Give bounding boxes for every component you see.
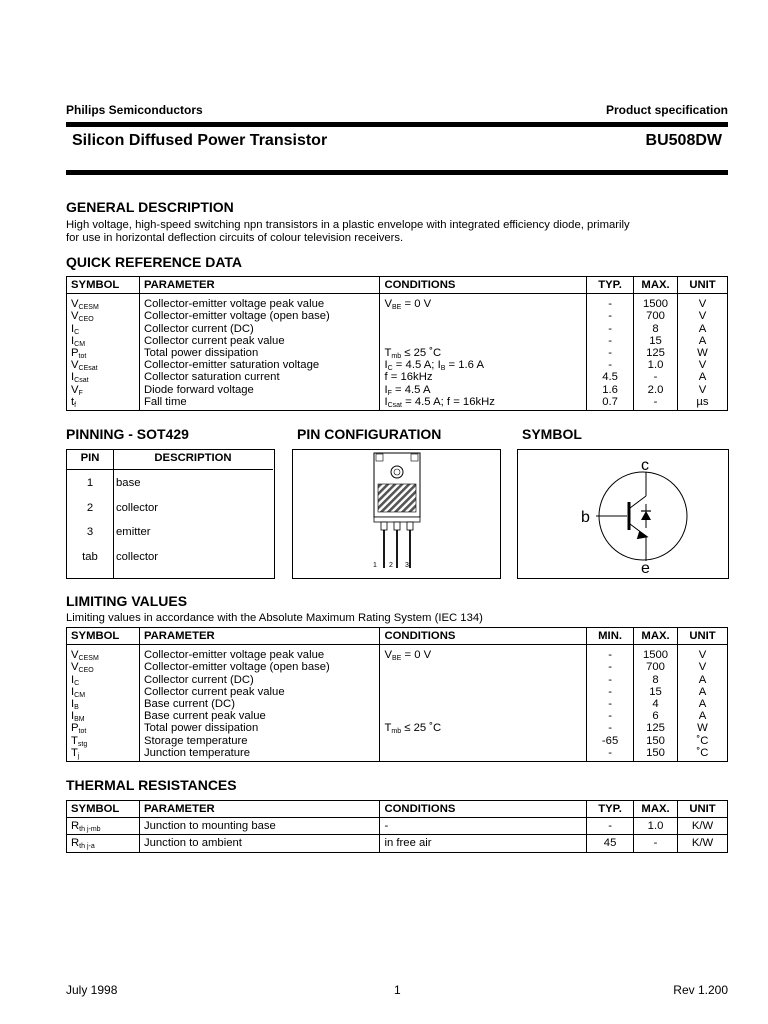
- unit-cell: A: [678, 710, 728, 722]
- pin-number: tab: [82, 550, 98, 563]
- min-cell: -: [587, 674, 634, 686]
- parameter-cell: Base current peak value: [139, 710, 380, 722]
- table-row: [67, 747, 728, 762]
- condition-text: T: [384, 347, 392, 360]
- symbol-cell: [67, 674, 140, 686]
- parameter-cell: Junction to mounting base: [139, 818, 380, 835]
- max-cell: 1500: [634, 294, 678, 311]
- unit-cell: V: [678, 359, 728, 371]
- symbol-cell: [67, 835, 140, 852]
- conditions-cell: [380, 686, 587, 698]
- column-header: SYMBOL: [67, 628, 140, 645]
- conditions-cell: [380, 674, 587, 686]
- column-header: TYP.: [587, 277, 634, 294]
- pin-column-header: PIN: [80, 452, 100, 464]
- unit-cell: A: [678, 335, 728, 347]
- row-symbol: V: [71, 661, 79, 674]
- table-row: [67, 310, 728, 322]
- max-cell: 8: [634, 323, 678, 335]
- column-header: CONDITIONS: [380, 628, 587, 645]
- parameter-cell: Collector-emitter voltage (open base): [139, 310, 380, 322]
- footer-date: July 1998: [66, 983, 118, 997]
- limiting-values-heading: LIMITING VALUES: [66, 593, 188, 609]
- row-subscript: C: [74, 679, 80, 687]
- header-rule-top: [66, 122, 728, 127]
- diode-arrow: [641, 511, 651, 520]
- pinning-header-rule: [67, 469, 273, 470]
- row-symbol: V: [71, 298, 79, 311]
- max-cell: 700: [634, 661, 678, 673]
- unit-cell: V: [678, 661, 728, 673]
- table-row: [67, 661, 728, 673]
- symbol-cell: [67, 323, 140, 335]
- condition-subscript: Csat: [387, 401, 403, 409]
- unit-cell: A: [678, 686, 728, 698]
- unit-cell: V: [678, 645, 728, 662]
- mounting-hole: [391, 466, 403, 478]
- company-name: Philips Semiconductors: [66, 103, 203, 117]
- table-row: [67, 674, 728, 686]
- pin-label-3: 3: [405, 562, 409, 569]
- footer-page-number: 1: [394, 983, 401, 997]
- table-row: [67, 359, 728, 371]
- conditions-cell: [380, 747, 587, 762]
- parameter-cell: Junction to ambient: [139, 835, 380, 852]
- max-cell: 6: [634, 710, 678, 722]
- max-cell: 2.0: [634, 384, 678, 396]
- symbol-cell: [67, 384, 140, 396]
- parameter-cell: Collector current peak value: [139, 686, 380, 698]
- column-header: TYP.: [587, 801, 634, 818]
- general-description-heading: GENERAL DESCRIPTION: [66, 199, 234, 215]
- row-symbol: I: [71, 322, 75, 335]
- row-subscript: CEsat: [78, 365, 98, 373]
- quick-reference-table-wrap: [66, 276, 728, 411]
- symbol-cell: [67, 396, 140, 411]
- column-header: UNIT: [678, 801, 728, 818]
- condition-text: = 4.5 A: [391, 383, 431, 396]
- header-rule-bottom: [66, 170, 728, 175]
- symbol-cell: [67, 335, 140, 347]
- condition-subscript: F: [387, 389, 392, 397]
- symbol-cell: [67, 686, 140, 698]
- pin-description: emitter: [116, 526, 151, 538]
- min-cell: -65: [587, 735, 634, 747]
- condition-text: V: [384, 649, 393, 662]
- max-cell: 1.0: [634, 359, 678, 371]
- symbol-cell: [67, 661, 140, 673]
- symbol-cell: [67, 359, 140, 371]
- conditions-cell: [380, 645, 587, 662]
- row-subscript: CESM: [78, 655, 99, 663]
- pin-configuration-heading: PIN CONFIGURATION: [297, 426, 442, 442]
- column-header: PARAMETER: [139, 277, 380, 294]
- row-subscript: th j-mb: [79, 826, 101, 834]
- base-label: b: [581, 509, 590, 526]
- typ-cell: -: [587, 310, 634, 322]
- row-symbol: V: [71, 649, 79, 662]
- max-cell: 1.0: [634, 818, 678, 835]
- condition-text: = 0 V: [401, 298, 432, 311]
- typ-cell: -: [587, 323, 634, 335]
- table-row: [67, 686, 728, 698]
- min-cell: -: [587, 661, 634, 673]
- pin-configuration-box: [292, 449, 501, 579]
- table-row: [67, 396, 728, 411]
- condition-subscript: B: [440, 365, 446, 373]
- row-symbol: P: [71, 347, 79, 360]
- typ-cell: -: [587, 294, 634, 311]
- row-symbol: I: [71, 334, 75, 347]
- condition-text: ≤ 25 ˚C: [401, 722, 442, 735]
- pin-number: 2: [86, 501, 94, 514]
- table-row: [67, 335, 728, 347]
- parameter-cell: Collector current (DC): [139, 323, 380, 335]
- symbol-heading: SYMBOL: [522, 426, 582, 442]
- pinning-heading: PINNING - SOT429: [66, 426, 189, 442]
- max-cell: 15: [634, 335, 678, 347]
- pin-description: collector: [116, 501, 159, 514]
- row-subscript: C: [74, 328, 80, 336]
- thermal-table-wrap: [66, 800, 728, 853]
- condition-subscript: C: [387, 365, 393, 373]
- row-symbol: V: [71, 383, 79, 396]
- limiting-table-wrap: [66, 627, 728, 762]
- min-cell: -: [587, 747, 634, 762]
- conditions-cell: [380, 698, 587, 710]
- table-row: [67, 722, 728, 734]
- quick-reference-table: [66, 276, 728, 411]
- row-symbol: V: [71, 359, 79, 372]
- condition-text: I: [384, 395, 388, 408]
- table-row: [67, 698, 728, 710]
- symbol-cell: [67, 818, 140, 835]
- symbol-cell: [67, 698, 140, 710]
- emitter-label: e: [641, 560, 650, 577]
- row-symbol: I: [71, 685, 75, 698]
- unit-cell: V: [678, 310, 728, 322]
- parameter-cell: Storage temperature: [139, 735, 380, 747]
- parameter-cell: Total power dissipation: [139, 722, 380, 734]
- pin-description: base: [116, 477, 141, 489]
- conditions-cell: [380, 335, 587, 347]
- row-symbol: P: [71, 722, 79, 735]
- parameter-cell: Collector saturation current: [139, 371, 380, 383]
- max-cell: -: [634, 835, 678, 852]
- min-cell: -: [587, 722, 634, 734]
- row-subscript: BM: [74, 716, 85, 724]
- table-row: [67, 645, 728, 662]
- row-symbol: I: [71, 371, 75, 384]
- symbol-box: [517, 449, 729, 579]
- unit-cell: A: [678, 323, 728, 335]
- row-symbol: t: [71, 395, 75, 408]
- row-symbol: V: [71, 310, 79, 323]
- typ-cell: -: [587, 818, 634, 835]
- condition-text: I: [384, 383, 388, 396]
- column-header: UNIT: [678, 628, 728, 645]
- table-row: [67, 735, 728, 747]
- unit-cell: A: [678, 698, 728, 710]
- typ-cell: 4.5: [587, 371, 634, 383]
- description-column-header: DESCRIPTION: [154, 452, 232, 464]
- condition-text: = 1.6 A: [445, 359, 485, 372]
- typ-cell: 0.7: [587, 396, 634, 411]
- max-cell: 1500: [634, 645, 678, 662]
- row-symbol: T: [71, 746, 78, 759]
- symbol-cell: [67, 347, 140, 359]
- row-subscript: j: [77, 752, 80, 760]
- limiting-values-subtitle: Limiting values in accordance with the Absolute Maximum Rating System (IEC 134): [66, 612, 483, 624]
- collector-label: c: [641, 457, 649, 474]
- condition-subscript: mb: [391, 353, 402, 361]
- row-subscript: B: [74, 704, 79, 712]
- symbol-cell: [67, 710, 140, 722]
- parameter-cell: Junction temperature: [139, 747, 380, 762]
- typ-cell: -: [587, 335, 634, 347]
- pinning-column-divider: [113, 450, 114, 578]
- unit-cell: ˚C: [678, 735, 728, 747]
- max-cell: 150: [634, 735, 678, 747]
- unit-cell: µs: [678, 396, 728, 411]
- symbol-cell: [67, 747, 140, 762]
- quick-reference-heading: QUICK REFERENCE DATA: [66, 254, 243, 270]
- row-symbol: I: [71, 673, 75, 686]
- max-cell: -: [634, 371, 678, 383]
- condition-text: ≤ 25 ˚C: [401, 347, 442, 360]
- column-header: PARAMETER: [139, 628, 380, 645]
- unit-cell: W: [678, 722, 728, 734]
- unit-cell: K/W: [678, 818, 728, 835]
- row-symbol: R: [71, 820, 80, 833]
- document-type: Product specification: [605, 103, 728, 117]
- hatched-area: [378, 484, 416, 512]
- thermal-resistances-heading: THERMAL RESISTANCES: [66, 777, 237, 793]
- conditions-cell: [380, 661, 587, 673]
- row-subscript: stg: [77, 740, 88, 748]
- column-header: SYMBOL: [67, 277, 140, 294]
- conditions-cell: [380, 735, 587, 747]
- pin-label-2: 2: [389, 562, 393, 569]
- min-cell: -: [587, 698, 634, 710]
- conditions-cell: [380, 371, 587, 383]
- condition-text: V: [384, 298, 393, 311]
- column-header: PARAMETER: [139, 801, 380, 818]
- parameter-cell: Total power dissipation: [139, 347, 380, 359]
- conditions-cell: [380, 347, 587, 359]
- row-subscript: CM: [74, 691, 86, 699]
- column-header: CONDITIONS: [380, 277, 587, 294]
- part-number: BU508DW: [645, 132, 722, 149]
- unit-cell: V: [678, 384, 728, 396]
- condition-subscript: mb: [391, 728, 402, 736]
- row-subscript: th j-a: [79, 843, 95, 851]
- table-row: [67, 818, 728, 835]
- limiting-values-table: [66, 627, 728, 762]
- document-title: Silicon Diffused Power Transistor: [72, 132, 328, 149]
- max-cell: 125: [634, 347, 678, 359]
- max-cell: 4: [634, 698, 678, 710]
- row-subscript: tot: [78, 353, 87, 361]
- condition-text: f = 16kHz: [384, 371, 433, 384]
- table-row: [67, 371, 728, 383]
- unit-cell: W: [678, 347, 728, 359]
- conditions-cell: [380, 722, 587, 734]
- max-cell: 150: [634, 747, 678, 762]
- column-header: MAX.: [634, 628, 678, 645]
- parameter-cell: Collector-emitter voltage peak value: [139, 294, 380, 311]
- footer-revision: Rev 1.200: [673, 983, 728, 997]
- unit-cell: A: [678, 674, 728, 686]
- max-cell: -: [634, 396, 678, 411]
- table-row: [67, 294, 728, 311]
- thermal-resistances-table: [66, 800, 728, 853]
- parameter-cell: Fall time: [139, 396, 380, 411]
- min-cell: -: [587, 710, 634, 722]
- typ-cell: -: [587, 347, 634, 359]
- column-header: CONDITIONS: [380, 801, 587, 818]
- pin-label-1: 1: [373, 562, 377, 569]
- conditions-cell: [380, 359, 587, 371]
- parameter-cell: Collector-emitter voltage (open base): [139, 661, 380, 673]
- table-row: [67, 835, 728, 852]
- condition-text: = 0 V: [401, 649, 432, 662]
- typ-cell: -: [587, 359, 634, 371]
- condition-subscript: BE: [392, 655, 402, 663]
- conditions-cell: [380, 294, 587, 311]
- row-subscript: f: [74, 401, 77, 409]
- unit-cell: ˚C: [678, 747, 728, 762]
- condition-subscript: BE: [392, 304, 402, 312]
- condition-text: T: [384, 722, 392, 735]
- condition-text: = 4.5 A; I: [392, 359, 441, 372]
- row-symbol: I: [71, 698, 75, 711]
- symbol-cell: [67, 310, 140, 322]
- row-symbol: I: [71, 710, 75, 723]
- unit-cell: K/W: [678, 835, 728, 852]
- symbol-cell: [67, 722, 140, 734]
- max-cell: 125: [634, 722, 678, 734]
- row-subscript: tot: [78, 728, 87, 736]
- column-header: SYMBOL: [67, 801, 140, 818]
- pin-number: 3: [86, 526, 94, 538]
- column-header: MAX.: [634, 277, 678, 294]
- row-subscript: CM: [74, 340, 86, 348]
- table-row: [67, 347, 728, 359]
- pin-number: 1: [86, 477, 94, 489]
- row-symbol: T: [71, 734, 78, 747]
- parameter-cell: Collector current peak value: [139, 335, 380, 347]
- unit-cell: V: [678, 294, 728, 311]
- conditions-cell: [380, 396, 587, 411]
- conditions-cell: [380, 323, 587, 335]
- unit-cell: A: [678, 371, 728, 383]
- conditions-cell: -: [380, 818, 587, 835]
- typ-cell: 1.6: [587, 384, 634, 396]
- symbol-cell: [67, 371, 140, 383]
- max-cell: 15: [634, 686, 678, 698]
- row-subscript: CEO: [78, 667, 94, 675]
- table-row: [67, 384, 728, 396]
- row-symbol: R: [71, 837, 80, 850]
- column-header: MIN.: [587, 628, 634, 645]
- max-cell: 8: [634, 674, 678, 686]
- row-subscript: Csat: [74, 377, 89, 385]
- row-subscript: CEO: [78, 316, 94, 324]
- min-cell: -: [587, 645, 634, 662]
- parameter-cell: Collector current (DC): [139, 674, 380, 686]
- column-header: MAX.: [634, 801, 678, 818]
- typ-cell: 45: [587, 835, 634, 852]
- max-cell: 700: [634, 310, 678, 322]
- symbol-cell: [67, 735, 140, 747]
- condition-text: = 4.5 A; f = 16kHz: [402, 395, 495, 408]
- conditions-cell: in free air: [380, 835, 587, 852]
- pinning-table-box: [66, 449, 275, 579]
- parameter-cell: Base current (DC): [139, 698, 380, 710]
- table-row: [67, 710, 728, 722]
- parameter-cell: Diode forward voltage: [139, 384, 380, 396]
- row-subscript: CESM: [78, 304, 99, 312]
- pin-description: collector: [116, 550, 159, 563]
- table-row: [67, 323, 728, 335]
- row-subscript: F: [78, 389, 83, 397]
- general-description-text: High voltage, high-speed switching npn transistors in a plastic envelope with integrated efficiency diode, primarily for use in horizontal deflection circuits of colour television receivers.: [66, 219, 630, 244]
- parameter-cell: Collector-emitter voltage peak value: [139, 645, 380, 662]
- parameter-cell: Collector-emitter saturation voltage: [139, 359, 380, 371]
- column-header: UNIT: [678, 277, 728, 294]
- conditions-cell: [380, 384, 587, 396]
- conditions-cell: [380, 710, 587, 722]
- conditions-cell: [380, 310, 587, 322]
- emitter-arrow: [635, 529, 648, 539]
- condition-text: I: [384, 359, 388, 372]
- transistor-symbol-drawing: [518, 450, 728, 578]
- transistor-package-drawing: [293, 450, 500, 578]
- min-cell: -: [587, 686, 634, 698]
- symbol-cell: [67, 294, 140, 311]
- symbol-cell: [67, 645, 140, 662]
